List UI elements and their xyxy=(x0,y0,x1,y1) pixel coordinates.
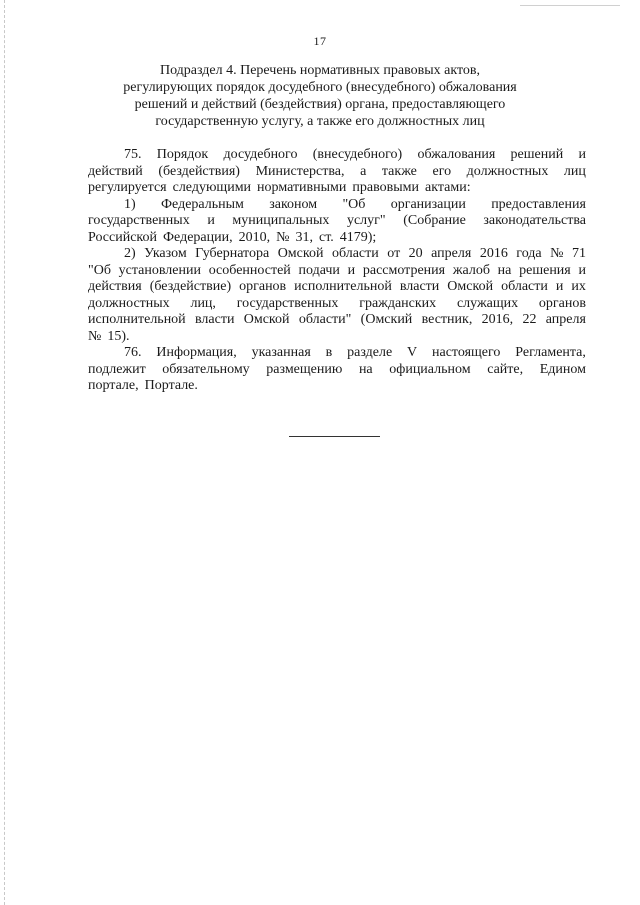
word: их xyxy=(571,279,586,294)
paragraph-line xyxy=(88,197,586,214)
word: (внесудебного) xyxy=(312,147,403,162)
word: "Об xyxy=(88,262,111,278)
word: Омской xyxy=(277,246,324,261)
word: 76. xyxy=(124,345,142,360)
paragraph-line xyxy=(88,362,586,379)
paragraph-line xyxy=(88,263,586,280)
word: служащих xyxy=(456,295,519,311)
word: 22 xyxy=(522,312,537,327)
word: также xyxy=(381,163,417,179)
word: Информация, xyxy=(156,345,237,360)
word: Министерства, xyxy=(255,163,345,179)
word: предоставления xyxy=(491,196,586,212)
word: официальном xyxy=(389,361,471,377)
word: 1) xyxy=(124,196,136,212)
word: V xyxy=(407,345,418,360)
heading-line: решений и действий (бездействия) органа, предоставляющего xyxy=(134,97,506,112)
word: (бездействия) xyxy=(158,163,240,179)
word: Омской xyxy=(243,312,290,327)
word: "Об xyxy=(342,196,366,212)
word: Порядок xyxy=(156,147,209,162)
word: обязательному xyxy=(162,361,250,377)
word: 2016 xyxy=(479,246,508,261)
word: исполнительной xyxy=(88,312,186,327)
word: 2) xyxy=(124,246,136,261)
word: (Омский xyxy=(360,312,413,327)
word: нормативными xyxy=(257,180,347,195)
word: (бездействие) xyxy=(149,279,232,294)
word: Едином xyxy=(539,361,586,377)
word: подачи xyxy=(298,262,340,278)
word: Портале. xyxy=(144,378,198,393)
word: на xyxy=(358,361,373,377)
word: государственных xyxy=(88,213,190,228)
word: Указом xyxy=(144,246,187,261)
word: Регламента, xyxy=(515,345,586,360)
word: № xyxy=(276,229,290,245)
word: жалоб xyxy=(452,262,490,278)
word: и xyxy=(555,279,564,294)
paragraph-line xyxy=(88,246,586,263)
word: решения xyxy=(519,262,571,278)
word: Федерации, xyxy=(163,229,233,245)
word: вестник, xyxy=(421,312,473,327)
word: от xyxy=(387,246,401,261)
word: законодательства xyxy=(483,213,586,228)
paragraph-line xyxy=(88,345,586,362)
word: 31, xyxy=(295,229,313,245)
paragraph-line xyxy=(88,180,586,197)
word: года xyxy=(516,246,542,261)
word: и xyxy=(578,262,586,278)
word: Губернатора xyxy=(195,246,270,261)
word: Российской xyxy=(88,229,157,245)
word: портале, xyxy=(88,378,139,393)
paragraph-line xyxy=(88,213,586,230)
word: власти xyxy=(194,312,235,327)
paragraph-line xyxy=(88,230,586,247)
word: и xyxy=(578,147,586,162)
paragraph-line xyxy=(88,279,586,296)
paragraph-line xyxy=(88,378,586,395)
word: 75. xyxy=(124,147,142,162)
paragraph xyxy=(88,197,586,247)
word: особенностей xyxy=(208,262,291,278)
scan-edge-left xyxy=(4,0,6,905)
paragraph-line xyxy=(88,147,586,164)
word: услуг" xyxy=(346,213,386,228)
paragraph-line xyxy=(88,312,586,329)
word: области" xyxy=(298,312,352,327)
word: указанная xyxy=(251,345,311,360)
paragraph xyxy=(88,147,586,197)
word: области xyxy=(331,246,379,261)
word: на xyxy=(497,262,512,278)
word: настоящего xyxy=(432,345,501,360)
word: 2010, xyxy=(238,229,271,245)
subsection-heading xyxy=(100,62,540,130)
word: власти xyxy=(399,279,440,294)
paragraph-line xyxy=(88,164,586,181)
word: области xyxy=(501,279,548,294)
heading-line: Подраздел 4. Перечень нормативных правовых актов, xyxy=(159,63,481,78)
word: действий xyxy=(88,163,143,179)
word: № xyxy=(550,246,564,261)
word: в xyxy=(325,345,333,360)
word: и xyxy=(207,213,215,228)
word: государственных xyxy=(236,295,339,311)
word: должностных xyxy=(88,295,170,311)
word: а xyxy=(360,163,367,179)
paragraph-line xyxy=(88,329,586,346)
word: должностных xyxy=(466,163,549,179)
word: ст. xyxy=(318,229,334,245)
word: следующими xyxy=(172,180,252,195)
word: органов xyxy=(239,279,287,294)
word: Омской xyxy=(447,279,494,294)
word: регулируется xyxy=(88,180,167,195)
word: 15). xyxy=(107,328,130,344)
page-number: 17 xyxy=(313,34,327,48)
paragraph xyxy=(88,345,586,395)
paragraph xyxy=(88,246,586,345)
word: действия xyxy=(88,279,142,294)
word: 71 xyxy=(571,246,586,261)
word: апреля xyxy=(431,246,472,261)
word: 4179); xyxy=(339,229,377,245)
word: досудебного xyxy=(223,147,298,162)
word: Федеральным xyxy=(160,196,244,212)
word: и xyxy=(347,262,356,278)
word: решений xyxy=(510,147,564,162)
word: правовыми xyxy=(352,180,420,195)
word: установлении xyxy=(118,262,201,278)
word: лиц, xyxy=(190,295,216,311)
word: актами: xyxy=(425,180,471,195)
word: 20 xyxy=(408,246,423,261)
word: разделе xyxy=(347,345,393,360)
heading-line: государственную услугу, а также его должностных лиц xyxy=(155,114,485,129)
word: органов xyxy=(538,295,586,311)
word: гражданских xyxy=(359,295,437,311)
paragraph-line xyxy=(88,296,586,313)
scan-edge-top xyxy=(520,5,620,6)
word: его xyxy=(432,163,452,179)
word: сайте, xyxy=(487,361,524,377)
word: исполнительной xyxy=(294,279,392,294)
word: муниципальных xyxy=(232,213,330,228)
word: подлежит xyxy=(88,361,146,377)
word: № xyxy=(88,328,102,344)
end-of-section-rule xyxy=(289,436,380,437)
word: законом xyxy=(269,196,318,212)
word: 2016, xyxy=(481,312,514,327)
word: размещению xyxy=(266,361,343,377)
word: лиц xyxy=(563,163,586,179)
word: рассмотрения xyxy=(362,262,446,278)
word: (Собрание xyxy=(403,213,466,228)
heading-line: регулирующих порядок досудебного (внесудебного) обжалования xyxy=(123,80,517,95)
word: апреля xyxy=(545,312,586,327)
body-text xyxy=(88,147,586,395)
word: обжалования xyxy=(417,147,496,162)
word: организации xyxy=(390,196,466,212)
